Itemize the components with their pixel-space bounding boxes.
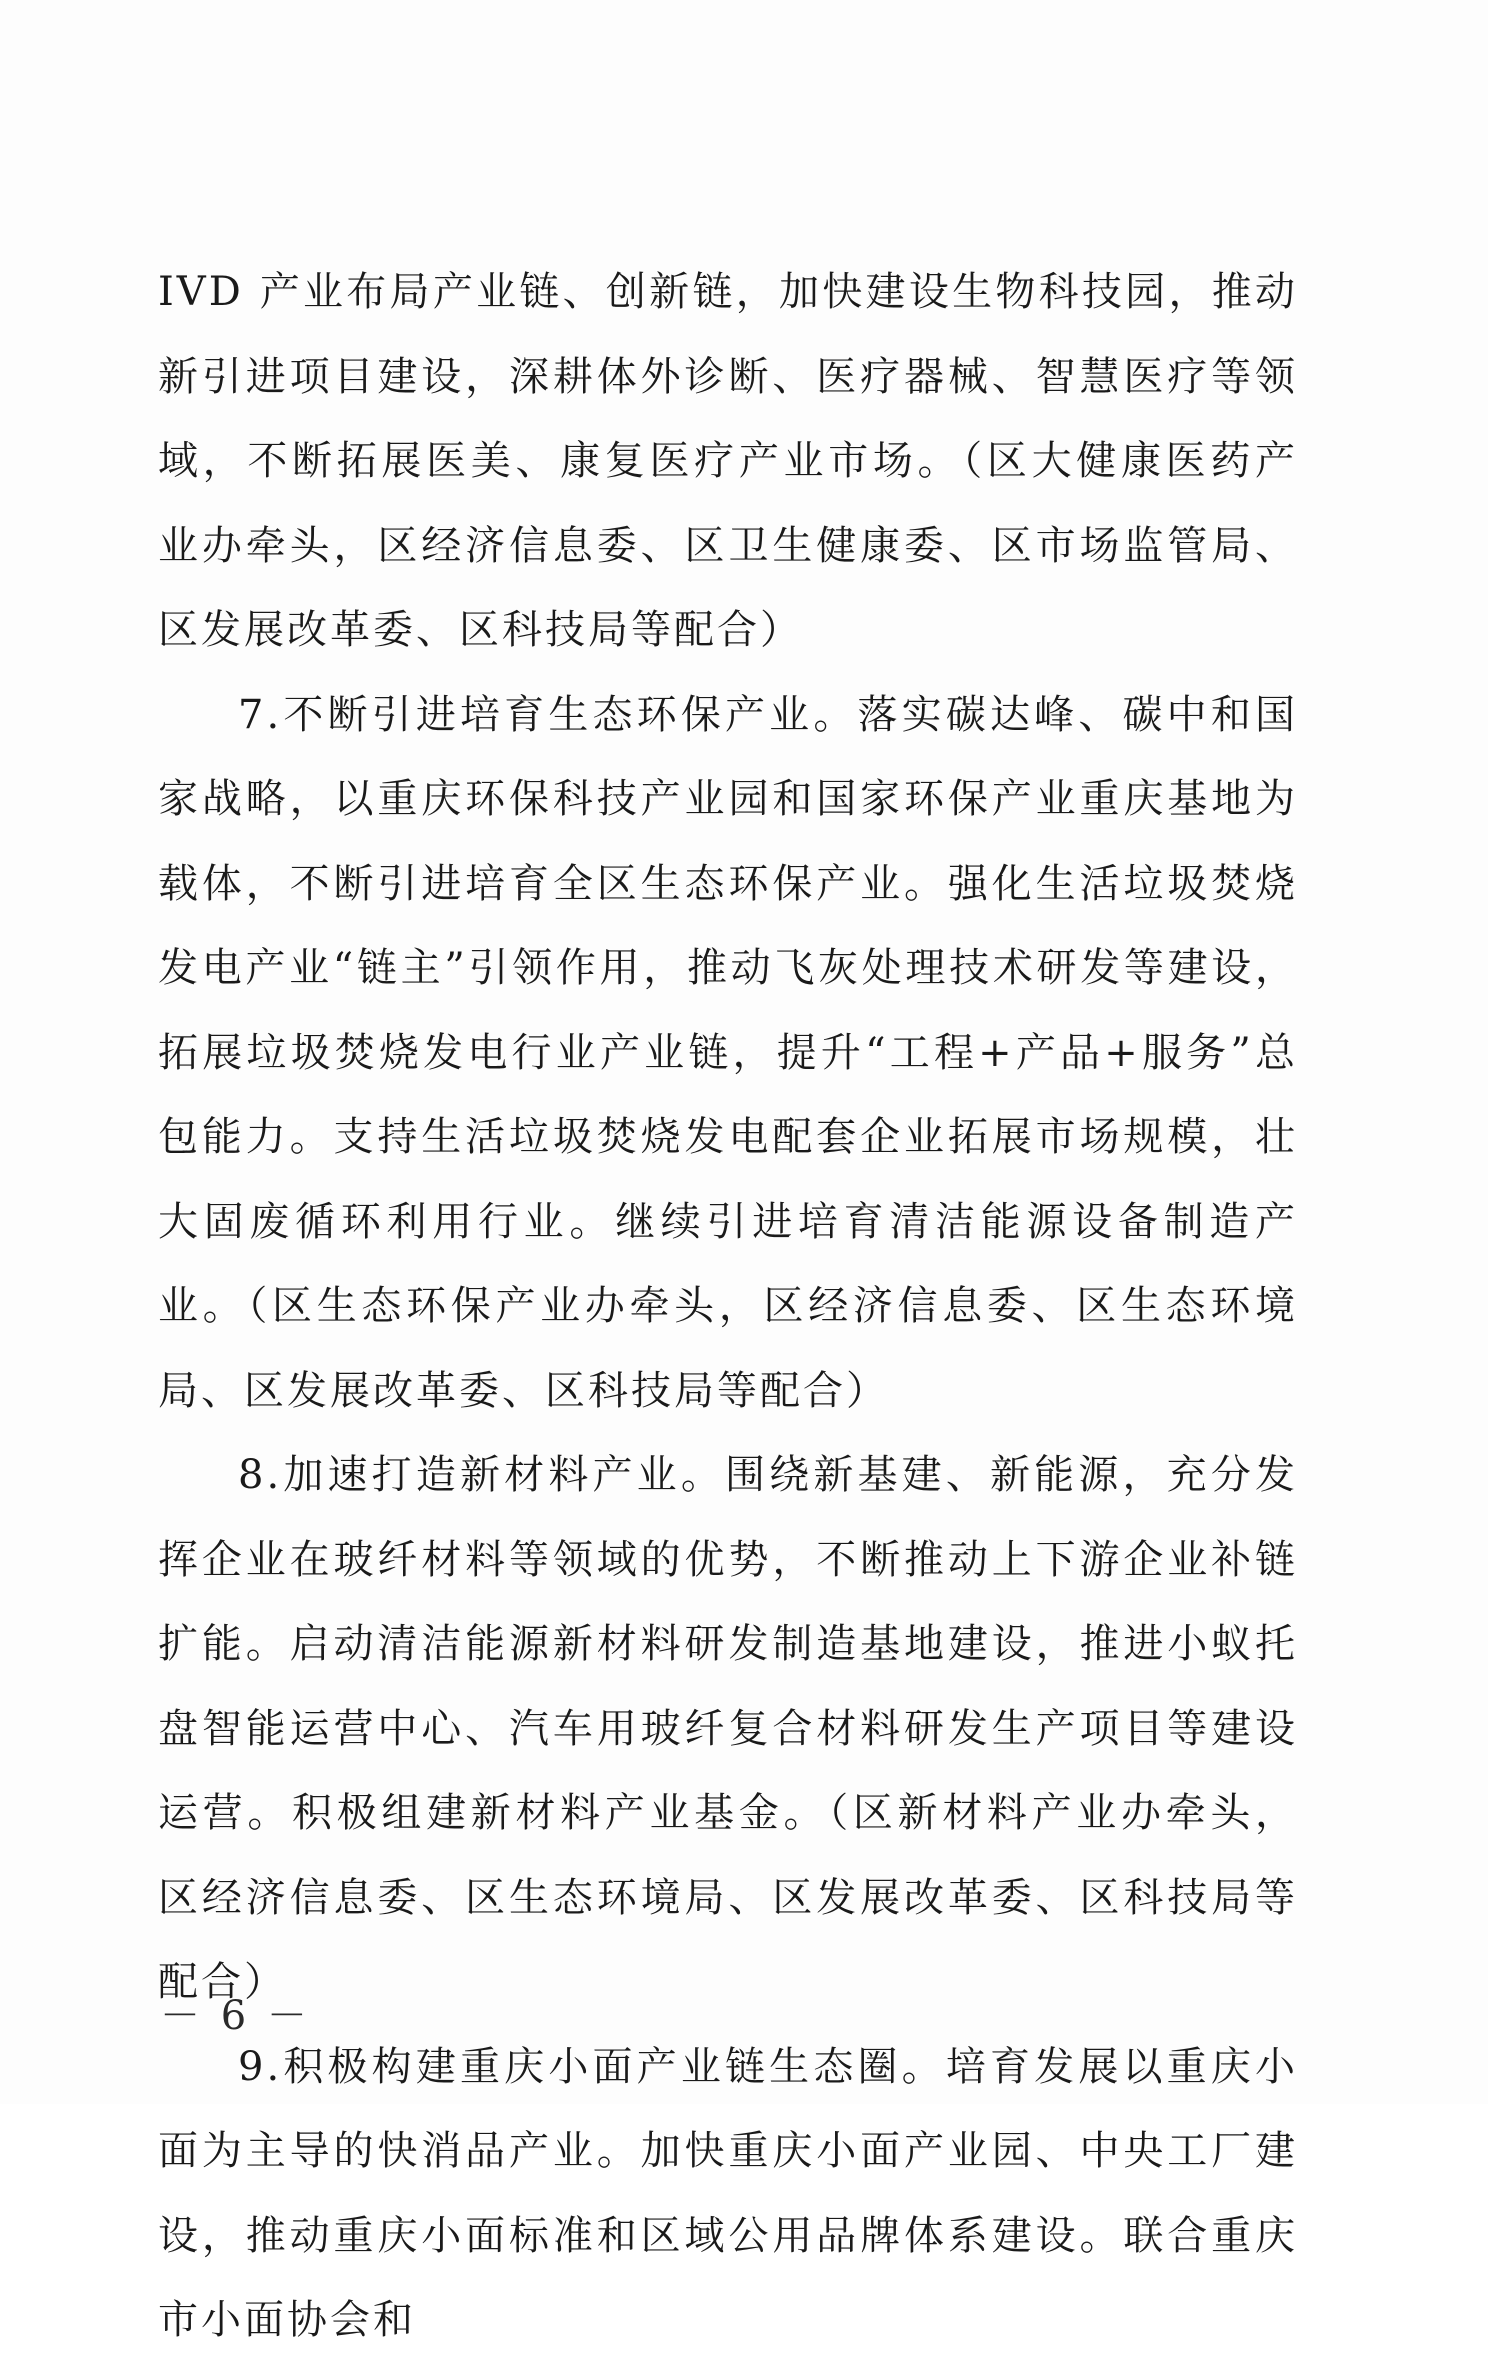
body-text (158, 250, 1298, 2363)
paragraph-item-9: 9.积极构建重庆小面产业链生态圈。培育发展以重庆小面为主导的快消品产业。加快重庆小面产业园、中央工厂建设，推动重庆小面标准和区域公用品牌体系建设。联合重庆市小面协会和 (158, 2043, 1298, 2343)
paragraph-item-7: 7.不断引进培育生态环保产业。落实碳达峰、碳中和国家战略，以重庆环保科技产业园和国家环保产业重庆基地为载体，不断引进培育全区生态环保产业。强化生活垃圾焚烧发电产业“链主”引领作用，推动飞灰处理技术研发等建设，拓展垃圾焚烧发电行业产业链，提升“工程+产品+服务”总包能力。支持生活垃圾焚烧发电配套企业拓展市场规模，壮大固废循环利用行业。继续引进培育清洁能源设备制造产业。（区生态环保产业办牵头，区经济信息委、区生态环境局、区发展改革委、区科技局等配合） (158, 691, 1298, 1414)
paragraph-continued: IVD 产业布局产业链、创新链，加快建设生物科技园，推动新引进项目建设，深耕体外诊断、医疗器械、智慧医疗等领域，不断拓展医美、康复医疗产业市场。（区大健康医药产业办牵头，区经济信息委、区卫生健康委、区市场监管局、区发展改革委、区科技局等配合） (158, 269, 1298, 653)
page-number: － 6 － (160, 1993, 311, 2039)
paragraph-item-8: 8.加速打造新材料产业。围绕新基建、新能源，充分发挥企业在玻纤材料等领域的优势，不断推动上下游企业补链扩能。启动清洁能源新材料研发制造基地建设，推进小蚁托盘智能运营中心、汽车用玻纤复合材料研发生产项目等建设运营。积极组建新材料产业基金。（区新材料产业办牵头，区经济信息委、区生态环境局、区发展改革委、区科技局等配合） (158, 1452, 1298, 2005)
